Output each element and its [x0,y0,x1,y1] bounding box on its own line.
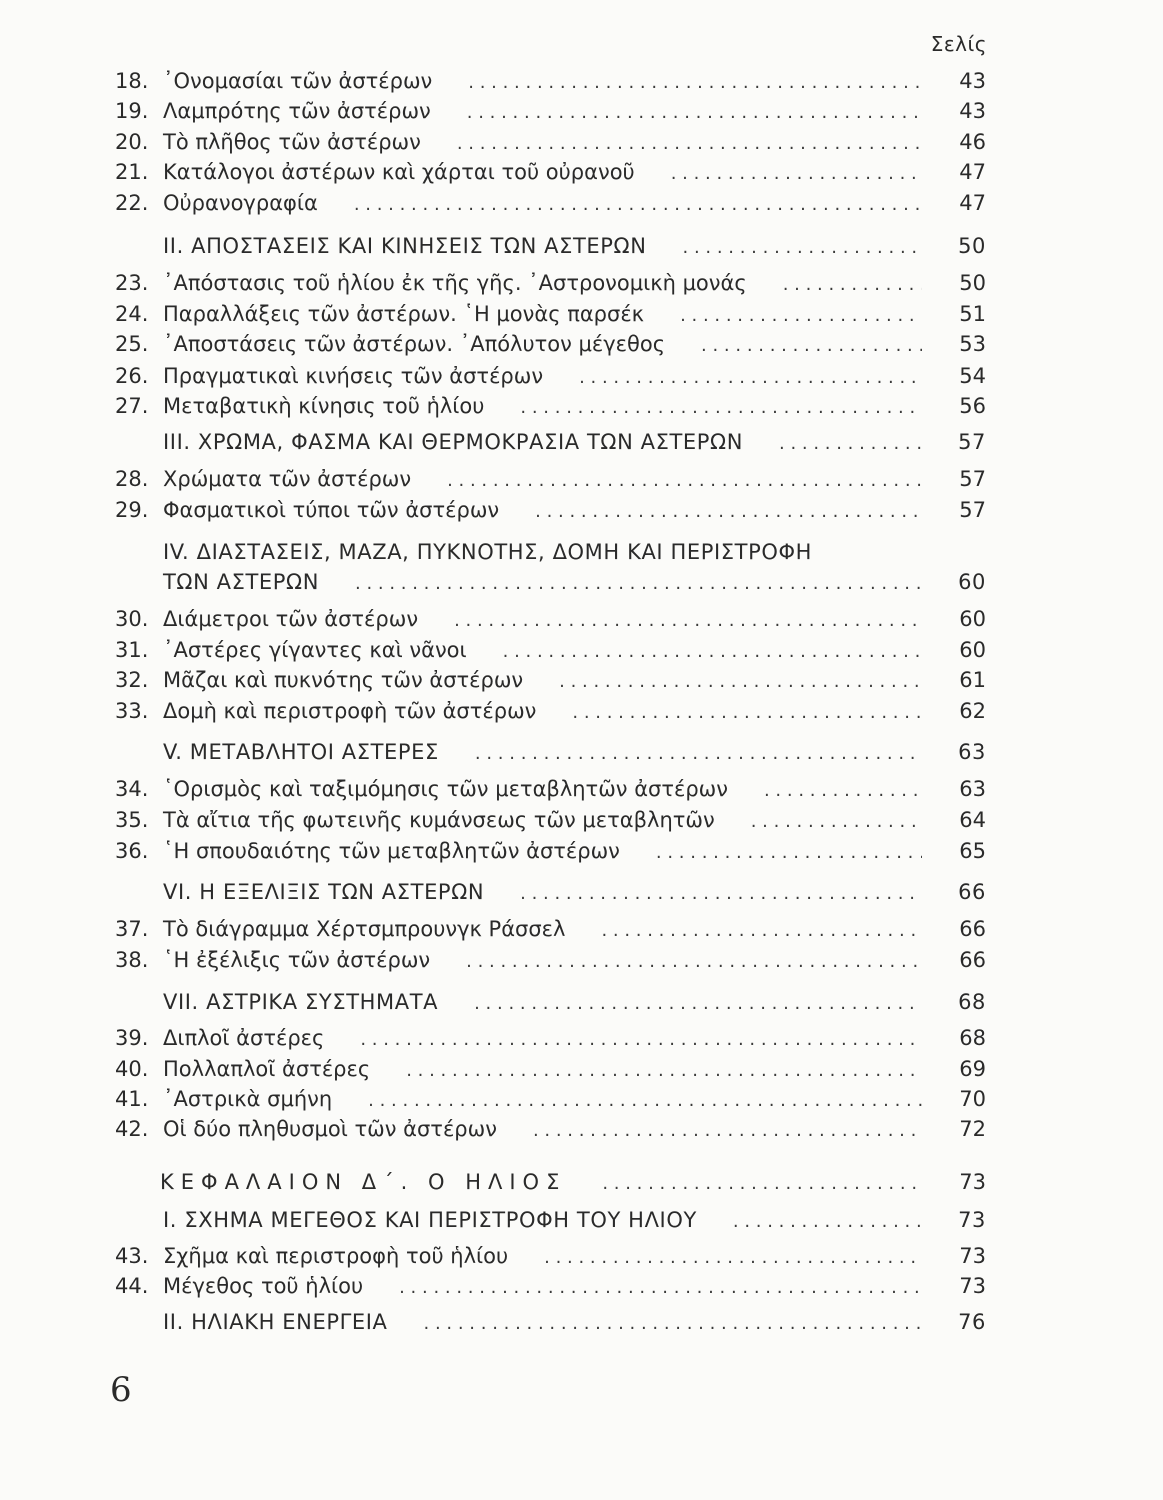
dot-leader [733,1207,922,1237]
dot-leader [602,1169,922,1199]
toc-section-heading [163,231,986,261]
dot-leader [457,129,922,159]
entry-page: 57 [959,467,986,491]
entry-page: 53 [959,332,986,356]
entry-number: 21. [115,160,149,184]
entry-title: Δομὴ καὶ περιστροφὴ τῶν ἀστέρων [163,699,537,723]
entry-title: Τὰ αἴτια τῆς φωτεινῆς κυμάνσεως τῶν μεταβλητῶν [163,808,715,832]
section-page: 60 [958,570,986,594]
entry-page: 68 [959,1026,986,1050]
dot-leader [447,466,922,496]
entry-number: 40. [115,1057,149,1081]
dot-leader [559,667,922,697]
entry-title: Οὐρανογραφία [163,191,318,215]
entry-title: Τὸ πλῆθος τῶν ἀστέρων [163,130,421,154]
toc-entry [115,495,986,525]
entry-page: 73 [959,1244,986,1268]
dot-leader [360,1025,922,1055]
dot-leader [579,363,922,393]
page-column-header: Σελίς [930,32,987,56]
toc-chapter-heading [160,1167,986,1197]
entry-number: 30. [115,607,149,631]
toc-section-heading [163,737,986,767]
toc-entry [115,1114,986,1144]
toc-section-heading [163,987,986,1017]
entry-number: 43. [115,1244,149,1268]
chapter-page: 73 [959,1170,986,1194]
toc-entry [115,464,986,494]
toc-entry [115,604,986,634]
entry-title: Μέγεθος τοῦ ἡλίου [163,1274,364,1298]
section-page: 68 [958,990,986,1014]
entry-title: ῾Η σπουδαιότης τῶν μεταβλητῶν ἀστέρων [163,839,620,863]
entry-title: Τὸ διάγραμμα Χέρτσμπρουνγκ Ράσσελ [163,917,566,941]
entry-number: 23. [115,271,149,295]
entry-page: 47 [959,160,986,184]
entry-number: 33. [115,699,149,723]
entry-page: 66 [959,948,986,972]
entry-number: 35. [115,808,149,832]
entry-title: Οἱ δύο πληθυσμοὶ τῶν ἀστέρων [163,1117,497,1141]
entry-page: 54 [959,364,986,388]
entry-number: 22. [115,191,149,215]
toc-entry [115,127,986,157]
dot-leader [601,916,922,946]
toc-entry [115,665,986,695]
entry-title: Σχῆμα καὶ περιστροφὴ τοῦ ἡλίου [163,1244,509,1268]
entry-number: 38. [115,948,149,972]
entry-page: 70 [959,1087,986,1111]
section-title: I. ΣΧΗΜΑ ΜΕΓΕΘΟΣ ΚΑΙ ΠΕΡΙΣΤΡΟΦΗ ΤΟΥ ΗΛΙΟΥ [163,1208,697,1232]
section-title-line1: IV. ΔΙΑΣΤΑΣΕΙΣ, ΜΑΖΑ, ΠΥΚΝΟΤΗΣ, ΔΟΜΗ ΚΑΙ ΠΕΡΙΣΤΡΟΦΗ [163,540,813,564]
toc-entry [115,299,986,329]
dot-leader [468,68,922,98]
toc-section-heading [163,427,986,457]
entry-title: Μεταβατικὴ κίνησις τοῦ ἡλίου [163,394,485,418]
section-title: V. ΜΕΤΑΒΛΗΤΟΙ ΑΣΤΕΡΕΣ [163,740,439,764]
entry-number: 37. [115,917,149,941]
toc-section-heading [163,1307,986,1337]
toc-entry [115,391,986,421]
dot-leader [701,331,922,361]
entry-number: 42. [115,1117,149,1141]
entry-title: Διάμετροι τῶν ἀστέρων [163,607,419,631]
entry-number: 31. [115,638,149,662]
dot-leader [466,947,922,977]
dot-leader [406,1056,922,1086]
entry-page: 62 [959,699,986,723]
entry-title: Φασματικοὶ τύποι τῶν ἀστέρων [163,498,500,522]
entry-page: 51 [959,302,986,326]
entry-number: 29. [115,498,149,522]
section-title: II. ΑΠΟΣΤΑΣΕΙΣ ΚΑΙ ΚΙΝΗΣΕΙΣ ΤΩΝ ΑΣΤΕΡΩΝ [163,234,647,258]
entry-number: 20. [115,130,149,154]
toc-entry [115,188,986,218]
section-page: 66 [958,880,986,904]
dot-leader [656,838,922,868]
entry-number: 18. [115,69,149,93]
dot-leader [680,301,922,331]
dot-leader [535,497,922,527]
entry-number: 32. [115,668,149,692]
entry-number: 25. [115,332,149,356]
entry-title: Μᾶζαι καὶ πυκνότης τῶν ἀστέρων [163,668,524,692]
entry-title: Πολλαπλοῖ ἀστέρες [163,1057,371,1081]
entry-page: 43 [959,69,986,93]
toc-entry [115,1084,986,1114]
section-title: II. ΗΛΙΑΚΗ ΕΝΕΡΓΕΙΑ [163,1310,388,1334]
section-title: III. ΧΡΩΜΑ, ΦΑΣΜΑ ΚΑΙ ΘΕΡΜΟΚΡΑΣΙΑ ΤΩΝ ΑΣΤΕΡΩΝ [163,430,744,454]
toc-entry [115,157,986,187]
section-page: 57 [958,430,986,454]
toc-entry [115,914,986,944]
dot-leader [503,637,922,667]
toc-entry [115,1054,986,1084]
toc-entry [115,1271,986,1301]
entry-number: 24. [115,302,149,326]
entry-page: 69 [959,1057,986,1081]
entry-number: 27. [115,394,149,418]
toc-entry [115,1023,986,1053]
dot-leader [475,739,922,769]
section-title: VI. Η ΕΞΕΛΙΞΙΣ ΤΩΝ ΑΣΤΕΡΩΝ [163,880,485,904]
entry-number: 44. [115,1274,149,1298]
entry-number: 19. [115,99,149,123]
entry-number: 26. [115,364,149,388]
section-page: 50 [958,234,986,258]
entry-page: 64 [959,808,986,832]
section-page: 76 [958,1310,986,1334]
entry-page: 47 [959,191,986,215]
entry-page: 56 [959,394,986,418]
dot-leader [779,429,922,459]
toc-section-heading [163,877,986,907]
dot-leader [354,190,922,220]
toc-entry [115,696,986,726]
entry-number: 41. [115,1087,149,1111]
toc-section-heading [163,567,986,597]
dot-leader [764,776,922,806]
entry-page: 43 [959,99,986,123]
entry-title: Διπλοῖ ἀστέρες [163,1026,325,1050]
page-number: 6 [110,1370,132,1410]
entry-page: 57 [959,498,986,522]
section-title-line2: ΤΩΝ ΑΣΤΕΡΩΝ [163,570,320,594]
entry-title: Λαμπρότης τῶν ἀστέρων [163,99,431,123]
toc-entry [115,635,986,665]
entry-title: Κατάλογοι ἀστέρων καὶ χάρται τοῦ οὐρανοῦ [163,160,635,184]
toc-entry [115,836,986,866]
entry-page: 66 [959,917,986,941]
dot-leader [454,606,922,636]
dot-leader [683,233,922,263]
section-title: VII. ΑΣΤΡΙΚΑ ΣΥΣΤΗΜΑΤΑ [163,990,439,1014]
dot-leader [520,393,922,423]
entry-title: ῾Η ἐξέλιξις τῶν ἀστέρων [163,948,431,972]
dot-leader [533,1116,922,1146]
toc-section-heading [163,1205,986,1235]
dot-leader [424,1309,922,1339]
toc-entry [115,361,986,391]
dot-leader [783,270,922,300]
entry-title: Παραλλάξεις τῶν ἀστέρων. ῾Η μονὰς παρσέκ [163,302,645,326]
toc-entry [115,96,986,126]
dot-leader [520,879,922,909]
entry-page: 46 [959,130,986,154]
entry-title: ᾿Αποστάσεις τῶν ἀστέρων. ᾿Απόλυτον μέγεθος [163,332,666,356]
toc-entry [115,774,986,804]
dot-leader [572,698,922,728]
entry-title: Πραγματικαὶ κινήσεις τῶν ἀστέρων [163,364,544,388]
dot-leader [368,1086,922,1116]
toc-entry [115,1241,986,1271]
toc-entry [115,268,986,298]
entry-page: 60 [959,607,986,631]
entry-title: Χρώματα τῶν ἀστέρων [163,467,412,491]
entry-title: ῾Ορισμὸς καὶ ταξιμόμησις τῶν μεταβλητῶν ἀστέρων [163,777,728,801]
entry-page: 61 [959,668,986,692]
dot-leader [474,989,922,1019]
toc-entry [115,66,986,96]
entry-number: 28. [115,467,149,491]
entry-title: ᾿Αστρικὰ σμήνη [163,1087,333,1111]
toc-entry [115,329,986,359]
dot-leader [544,1243,922,1273]
entry-page: 63 [959,777,986,801]
entry-number: 39. [115,1026,149,1050]
dot-leader [751,807,922,837]
dot-leader [355,569,922,599]
entry-page: 60 [959,638,986,662]
dot-leader [671,159,922,189]
dot-leader [399,1273,922,1303]
entry-number: 36. [115,839,149,863]
entry-page: 65 [959,839,986,863]
entry-page: 50 [959,271,986,295]
toc-entry [115,945,986,975]
section-page: 73 [958,1208,986,1232]
dot-leader [467,98,922,128]
entry-title: ᾿Αστέρες γίγαντες καὶ νᾶνοι [163,638,467,662]
section-page: 63 [958,740,986,764]
entry-page: 73 [959,1274,986,1298]
entry-title: ᾿Απόστασις τοῦ ἡλίου ἐκ τῆς γῆς. ᾿Αστρονομικὴ μονάς [163,271,747,295]
entry-title: ᾿Ονομασίαι τῶν ἀστέρων [163,69,433,93]
entry-number: 34. [115,777,149,801]
chapter-title: ΚΕΦΑΛΑΙΟΝ Δ΄. Ο ΗΛΙΟΣ [160,1170,567,1194]
toc-entry [115,805,986,835]
entry-page: 72 [959,1117,986,1141]
